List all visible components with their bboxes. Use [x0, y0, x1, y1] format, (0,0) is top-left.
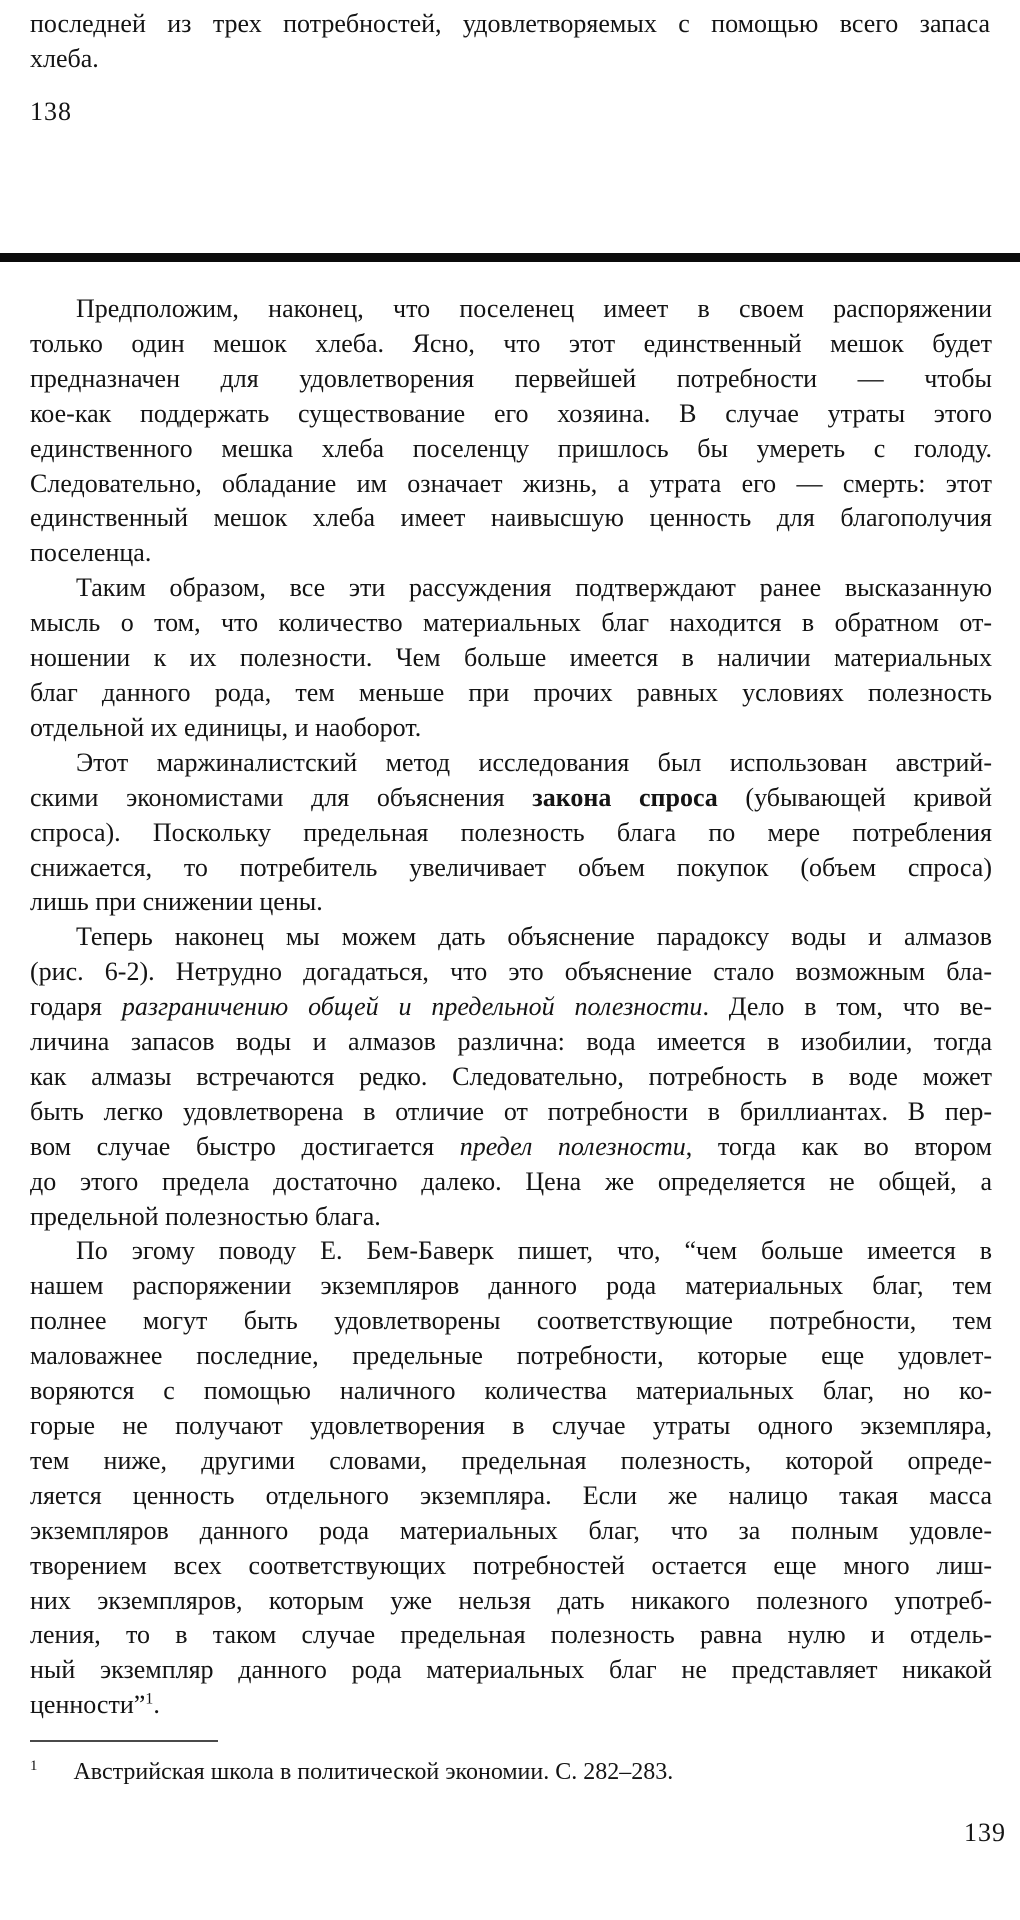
text-line — [30, 711, 992, 746]
text-line — [30, 1234, 992, 1269]
text-run: быть легко удовлетворена в отличие от потребности в бриллиантах. В пер- — [30, 1096, 992, 1126]
paragraph — [30, 920, 992, 1234]
text-run: ления, то в таком случае предельная полезность равна нулю и отдель- — [30, 1620, 992, 1650]
text-run: полнее могут быть удовлетворены соответствующие потребности, тем — [30, 1306, 992, 1336]
text-run: благ данного рода, тем меньше при прочих равных условиях полезность — [30, 677, 992, 707]
paragraph — [30, 571, 992, 746]
text-run: хлеба. — [30, 44, 99, 73]
text-run: закона спроса — [532, 782, 718, 812]
text-line — [30, 1339, 992, 1374]
text-run: единственный мешок хлеба имеет наивысшую ценность для благополучия — [30, 503, 992, 533]
text-line — [30, 676, 992, 711]
text-run: только один мешок хлеба. Ясно, что этот единственный мешок будет — [30, 328, 992, 358]
text-run: . Дело в том, что ве- — [702, 992, 992, 1022]
text-run: них экземпляров, которым уже нельзя дать никакого полезного употреб- — [30, 1585, 992, 1615]
text-run: Этот маржиналистский метод исследования был использован австрий- — [76, 747, 992, 777]
text-run: Предположим, наконец, что поселенец имеет в своем распоряжении — [76, 294, 992, 323]
text-line — [30, 1095, 992, 1130]
text-line — [30, 397, 992, 432]
text-line — [30, 432, 992, 467]
text-line — [30, 1060, 992, 1095]
paragraph — [30, 746, 992, 921]
text-run: экземпляров данного рода материальных благ, что за полным удовле- — [30, 1515, 992, 1545]
text-line — [30, 1584, 992, 1619]
text-line — [30, 920, 992, 955]
text-line — [30, 1165, 992, 1200]
text-line — [30, 501, 992, 536]
text-run: вом случае быстро достигается — [30, 1131, 460, 1161]
text-run: последней из трех потребностей, удовлетворяемых с помощью всего запаса — [30, 9, 990, 38]
text-line — [30, 781, 992, 816]
text-line — [30, 1409, 992, 1444]
text-line — [30, 1514, 992, 1549]
text-run: предназначен для удовлетворения первейшей потребности — чтобы — [30, 363, 992, 393]
footnote-marker: 1 — [30, 1758, 38, 1774]
text-run: предел полезности — [459, 1131, 686, 1161]
page-number-previous: 138 — [30, 97, 72, 126]
previous-page-tail-text — [30, 6, 990, 76]
text-run: снижается, то потребитель увеличивает объем покупок (объем спроса) — [30, 852, 992, 882]
footnote — [30, 1756, 990, 1788]
paragraph — [30, 292, 992, 571]
text-run: . — [153, 1690, 160, 1720]
text-line — [30, 641, 992, 676]
text-line — [30, 746, 992, 781]
text-run: воряются с помощью наличного количества материальных благ, но ко- — [30, 1376, 992, 1406]
text-run: поселенца. — [30, 538, 152, 568]
text-run: предельной полезностью блага. — [30, 1201, 381, 1231]
paragraph — [30, 1234, 992, 1723]
text-run: отдельной их единицы, и наоборот. — [30, 712, 422, 742]
text-line — [30, 1688, 992, 1723]
text-run: (убывающей кривой — [717, 782, 992, 812]
text-line — [30, 1618, 992, 1653]
text-line — [30, 362, 992, 397]
text-run: Следовательно, обладание им означает жизнь, а утрата его — смерть: этот — [30, 468, 992, 498]
text-line — [30, 327, 992, 362]
text-line — [30, 1200, 992, 1235]
text-run: Теперь наконец мы можем дать объяснение парадоксу воды и алмазов — [76, 922, 992, 952]
text-line — [30, 41, 990, 76]
text-run: ношении к их полезности. Чем больше имеется в наличии материальных — [30, 643, 992, 673]
text-run: кое-как поддержать существование его хозяина. В случае утраты этого — [30, 398, 992, 428]
text-line — [30, 851, 992, 886]
text-line — [30, 816, 992, 851]
footnote-text: Австрийская школа в политической экономии. С. 282–283. — [73, 1759, 674, 1785]
text-line — [30, 292, 992, 327]
text-run: личина запасов воды и алмазов различна: вода имеется в изобилии, тогда — [30, 1027, 992, 1057]
text-line — [30, 1025, 992, 1060]
text-run: , тогда как во втором — [685, 1131, 992, 1161]
text-line — [30, 6, 990, 41]
text-run: спроса). Поскольку предельная полезность блага по мере потребления — [30, 817, 992, 847]
text-line — [30, 606, 992, 641]
text-run: тем ниже, другими словами, предельная полезность, которой опреде- — [30, 1445, 992, 1475]
text-line — [30, 1374, 992, 1409]
text-line — [30, 1479, 992, 1514]
text-line — [30, 1444, 992, 1479]
page-break-rule — [0, 253, 1020, 262]
text-line — [30, 885, 992, 920]
text-run: до этого предела достаточно далеко. Цена же определяется не общей, а — [30, 1166, 992, 1196]
text-line — [30, 467, 992, 502]
text-line — [30, 536, 992, 571]
text-run: По эгому поводу Е. Бем-Баверк пишет, что, “чем больше имеется в — [76, 1236, 992, 1266]
text-line — [30, 1549, 992, 1584]
text-run: горые не получают удовлетворения в случае утраты одного экземпляра, — [30, 1411, 992, 1440]
text-run: ценности” — [30, 1690, 146, 1720]
text-line — [30, 571, 992, 606]
text-line — [30, 1304, 992, 1339]
body-text — [30, 292, 992, 1723]
text-run: мысль о том, что количество материальных благ находится в обратном от- — [30, 608, 992, 638]
text-line — [30, 955, 992, 990]
text-run: нашем распоряжении экземпляров данного рода материальных благ, тем — [30, 1271, 992, 1301]
text-run: Таким образом, все эти рассуждения подтверждают ранее высказанную — [76, 573, 992, 603]
footnote-reference-mark: 1 — [145, 1690, 154, 1708]
text-run: скими экономистами для объяснения — [30, 782, 533, 812]
footnote-separator-rule — [30, 1740, 218, 1742]
text-run: как алмазы встречаются редко. Следовательно, потребность в воде может — [30, 1061, 992, 1091]
text-run: ный экземпляр данного рода материальных благ не представляет никакой — [30, 1655, 992, 1685]
text-run: творением всех соответствующих потребностей остается еще много лиш- — [30, 1550, 992, 1580]
page-number-current: 139 — [964, 1818, 1006, 1847]
text-run: единственного мешка хлеба поселенцу пришлось бы умереть с голоду. — [30, 433, 992, 463]
text-run: маловажнее последние, предельные потребности, которые еще удовлет- — [30, 1341, 992, 1371]
text-run: годаря — [30, 992, 122, 1022]
text-line — [30, 990, 992, 1025]
text-run: разграничению общей и предельной полезности — [121, 992, 703, 1022]
text-run: (рис. 6-2). Нетрудно догадаться, что это объяснение стало возможным бла- — [30, 957, 992, 987]
text-run: ляется ценность отдельного экземпляра. Если же налицо такая масса — [30, 1480, 992, 1510]
text-line — [30, 1130, 992, 1165]
text-run: лишь при снижении цены. — [30, 887, 323, 917]
text-line — [30, 1269, 992, 1304]
text-line — [30, 1653, 992, 1688]
